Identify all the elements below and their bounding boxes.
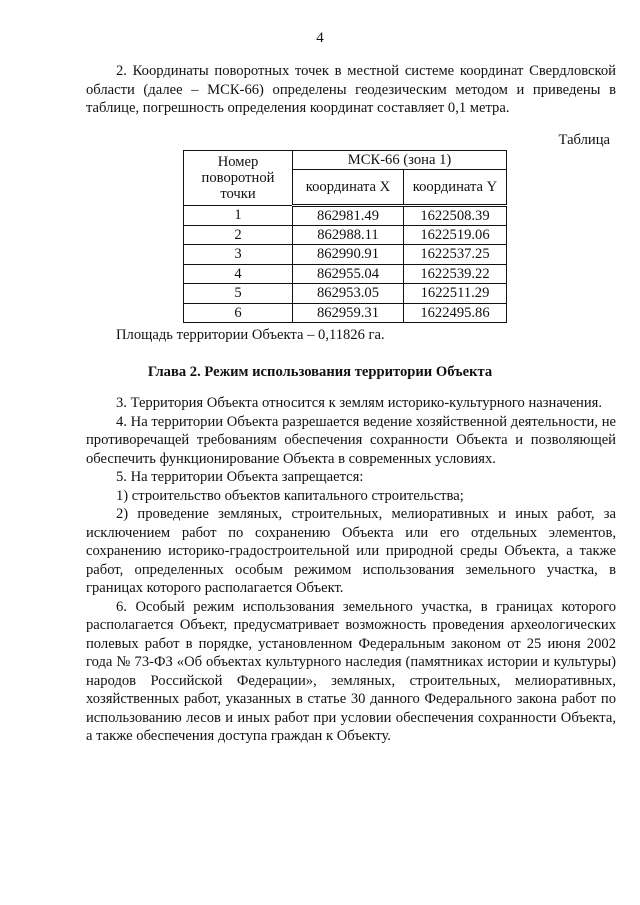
header-coordinate-system: МСК-66 (зона 1) bbox=[293, 151, 507, 170]
paragraph-3: 3. Территория Объекта относится к землям историко-культурного назначения. bbox=[116, 395, 603, 411]
cell-point: 5 bbox=[184, 284, 293, 304]
paragraph-5: 5. На территории Объекта запрещается: bbox=[116, 469, 364, 485]
cell-y: 1622537.25 bbox=[404, 245, 507, 265]
list-item-2: 2) проведение земляных, строительных, мелиоративных и иных работ, за исключением работ по сохранению Объекта или его отдельных элементов, сохранению историко-градостроительной или природной среды Объекта, а также работ, определенных особым режимом использования земельного участка, в границах которого располагается Объект. bbox=[86, 506, 616, 596]
header-x: координата X bbox=[293, 170, 404, 206]
header-y: координата Y bbox=[404, 170, 507, 206]
cell-x: 862953.05 bbox=[293, 284, 404, 304]
paragraph-coordinates-intro bbox=[86, 62, 616, 118]
cell-point: 1 bbox=[184, 206, 293, 226]
cell-y: 1622511.29 bbox=[404, 284, 507, 304]
header-point-number: Номер поворотной точки bbox=[184, 151, 293, 206]
table-row bbox=[184, 264, 507, 284]
table-row bbox=[184, 206, 507, 226]
cell-y: 1622539.22 bbox=[404, 264, 507, 284]
table-caption: Таблица bbox=[558, 132, 610, 148]
page-number: 4 bbox=[316, 30, 324, 46]
cell-x: 862955.04 bbox=[293, 264, 404, 284]
cell-point: 2 bbox=[184, 225, 293, 245]
cell-point: 3 bbox=[184, 245, 293, 265]
cell-point: 6 bbox=[184, 303, 293, 323]
cell-x: 862981.49 bbox=[293, 206, 404, 226]
chapter-body bbox=[86, 394, 616, 746]
table-row bbox=[184, 225, 507, 245]
table-row bbox=[184, 245, 507, 265]
cell-y: 1622495.86 bbox=[404, 303, 507, 323]
coordinates-table bbox=[183, 150, 507, 323]
cell-point: 4 bbox=[184, 264, 293, 284]
chapter-title: Глава 2. Режим использования территории Объекта bbox=[147, 364, 493, 380]
cell-x: 862990.91 bbox=[293, 245, 404, 265]
cell-y: 1622508.39 bbox=[404, 206, 507, 226]
cell-x: 862988.11 bbox=[293, 225, 404, 245]
table-row bbox=[184, 303, 507, 323]
paragraph-2: 2. Координаты поворотных точек в местной системе координат Свердловской области (далее – МСК-66) определены геодезическим методом и приведены в таблице, погрешность определения координат составляет 0,1 метра. bbox=[86, 63, 616, 116]
area-statement: Площадь территории Объекта – 0,11826 га. bbox=[116, 327, 385, 343]
list-item-1: 1) строительство объектов капитального строительства; bbox=[116, 487, 464, 504]
paragraph-6: 6. Особый режим использования земельного участка, в границах которого располагается Объект, предусматривает возможность проведения археологических полевых работ в порядке, установленном Федеральным законом от 25 июня 2002 года № 73-ФЗ «Об объектах культурного наследия (памятниках истории и культуры) народов Российской Федерации», земляных, строительных, мелиоративных, хозяйственных работ, указанных в статье 30 данного Федерального закона работ по использованию лесов и иных работ при условии обеспечения сохранности Объекта, а также обеспечения доступа граждан к Объекту. bbox=[86, 598, 616, 744]
cell-x: 862959.31 bbox=[293, 303, 404, 323]
cell-y: 1622519.06 bbox=[404, 225, 507, 245]
table-row bbox=[184, 284, 507, 304]
paragraph-4: 4. На территории Объекта разрешается ведение хозяйственной деятельности, не противоречащей требованиям обеспечения сохранности Объекта и позволяющей обеспечить функционирование Объекта в современных условиях. bbox=[86, 413, 616, 467]
